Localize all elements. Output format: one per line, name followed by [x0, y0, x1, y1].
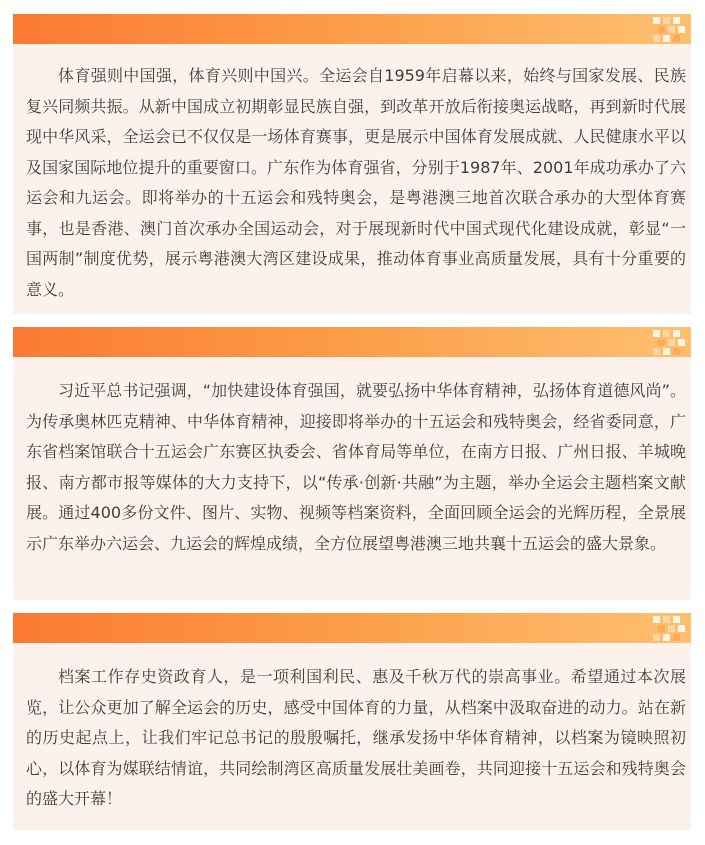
- paragraph-2: 习近平总书记强调，“加快建设体育强国，就要弘扬中华体育精神，弘扬体育道德风尚”。为传承奥林匹克精神、中华体育精神，迎接即将举办的十五运会和残特奥会，经省委同意，广东省档案馆联合十五运会广东赛区执委会、省体育局等单位，在南方日报、广州日报、羊城晚报、南方都市报等媒体的大力支持下，以“传承·创新·共融”为主题，举办全运会主题档案文献展。通过400多份文件、图片、实物、视频等档案资料，全面回顾全运会的光辉历程，全景展示广东举办六运会、九运会的辉煌成绩，全方位展望粤港澳三地共襄十五运会的盛大景象。: [26, 381, 686, 553]
- paragraph-3: 档案工作存史资政育人，是一项利国利民、惠及千秋万代的崇高事业。希望通过本次展览，让公众更加了解全运会的历史，感受中国体育的力量，从档案中汲取奋进的动力。站在新的历史起点上，让我们牢记总书记的殷殷嘱托，继承发扬中华体育精神，以档案为镜映照初心，以体育为媒联结情谊，共同绘制湾区高质量发展壮美画卷，共同迎接十五运会和残特奥会的盛大开幕！: [26, 667, 686, 808]
- section-header-bar: [13, 14, 691, 44]
- paragraph-1: 体育强则中国强，体育兴则中国兴。全运会自1959年启幕以来，始终与国家发展、民族复兴同频共振。从新中国成立初期彰显民族自强，到改革开放后衔接奥运战略，再到新时代展现中华风采，全运会已不仅仅是一场体育赛事，更是展示中国体育发展成就、人民健康水平以及国家国际地位提升的重要窗口。广东作为体育强省，分别于1987年、2001年成功承办了六运会和九运会。即将举办的十五运会和残特奥会，是粤港澳三地首次联合承办的大型体育赛事，也是香港、澳门首次承办全国运动会，对于展现新时代中国式现代化建设成就，彰显“一国两制”制度优势，展示粤港澳大湾区建设成果，推动体育事业高质量发展，具有十分重要的意义。: [26, 66, 686, 299]
- section-header-bar: [13, 327, 691, 357]
- section-3: [13, 613, 691, 830]
- section-1: [13, 14, 691, 314]
- section-2: [13, 327, 691, 600]
- section-header-bar: [13, 613, 691, 643]
